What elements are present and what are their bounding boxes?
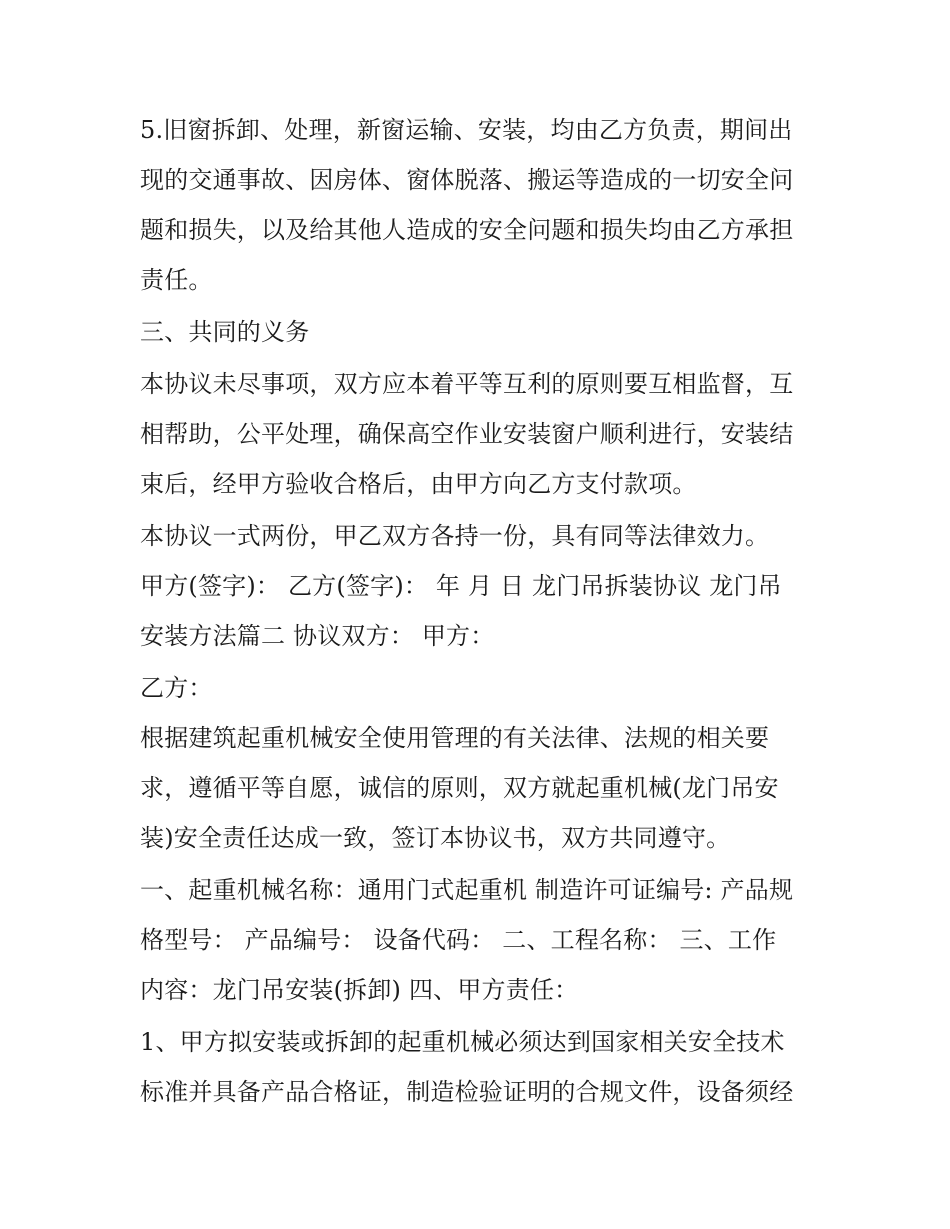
paragraph-line: 1、甲方拟安装或拆卸的起重机械必须达到国家相关安全技术 (140, 1028, 785, 1056)
paragraph-line: 本协议未尽事项，双方应本着平等互利的原则要互相监督，互 (140, 370, 794, 398)
paragraph-line: 装)安全责任达成一致，签订本协议书，双方共同遵守。 (140, 824, 731, 852)
paragraph-line: 根据建筑起重机械安全使用管理的有关法律、法规的相关要 (140, 724, 770, 752)
paragraph-line: 5.旧窗拆卸、处理，新窗运输、安装，均由乙方负责，期间出 (140, 116, 793, 144)
paragraph-line: 格型号： 产品编号： 设备代码： 二、工程名称： 三、工作 (140, 926, 777, 954)
paragraph-line: 一、起重机械名称：通用门式起重机 制造许可证编号: 产品规 (140, 876, 794, 904)
paragraph-line: 甲方(签字)： 乙方(签字)： 年 月 日 龙门吊拆装协议 龙门吊 (140, 572, 782, 600)
paragraph-line: 责任。 (140, 266, 213, 294)
paragraph-line: 标准并具备产品合格证，制造检验证明的合规文件，设备须经 (140, 1078, 794, 1106)
paragraph-line: 乙方： (140, 674, 213, 702)
paragraph-line: 内容：龙门吊安装(拆卸) 四、甲方责任： (140, 976, 579, 1004)
paragraph-line: 求，遵循平等自愿，诚信的原则，双方就起重机械(龙门吊安 (140, 774, 779, 802)
paragraph-line: 题和损失，以及给其他人造成的安全问题和损失均由乙方承担 (140, 216, 794, 244)
paragraph-line: 相帮助，公平处理，确保高空作业安装窗户顺利进行，安装结 (140, 420, 794, 448)
section-heading: 三、共同的义务 (140, 318, 310, 346)
paragraph-line: 本协议一式两份，甲乙双方各持一份，具有同等法律效力。 (140, 522, 770, 550)
paragraph-line: 束后，经甲方验收合格后，由甲方向乙方支付款项。 (140, 470, 697, 498)
paragraph-line: 现的交通事故、因房体、窗体脱落、搬运等造成的一切安全问 (140, 166, 794, 194)
paragraph-line: 安装方法篇二 协议双方： 甲方： (140, 622, 495, 650)
